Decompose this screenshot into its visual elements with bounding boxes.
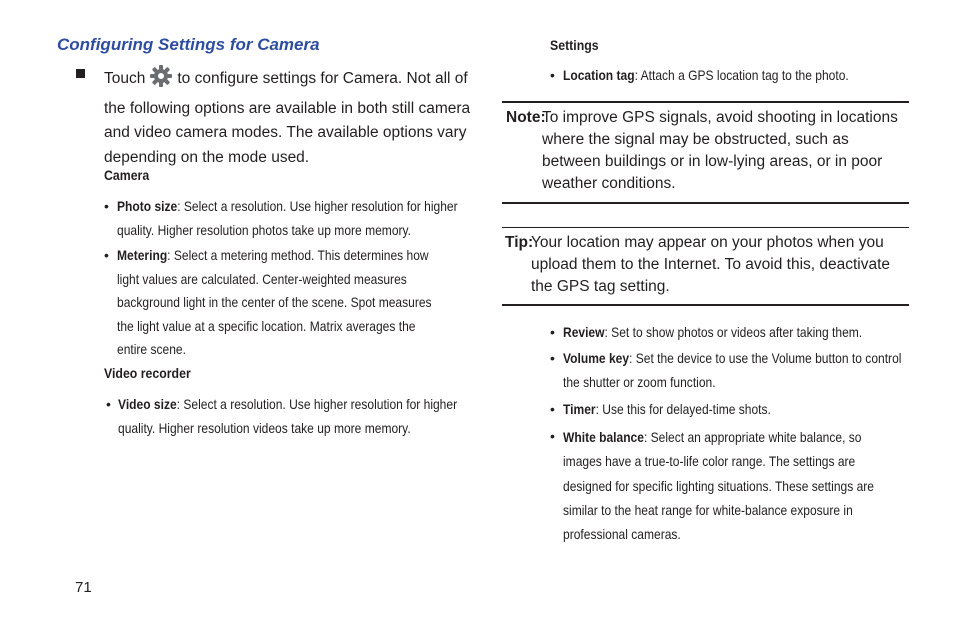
divider	[502, 227, 909, 228]
list-item: Review: Set to show photos or videos after taking them.	[563, 324, 863, 340]
settings-heading: Settings	[550, 37, 599, 53]
video-recorder-heading: Video recorder	[104, 365, 191, 381]
list-item: Volume key: Set the device to use the Volume button to control the shutter or zoom function.	[563, 350, 902, 390]
intro-after-icon: to configure settings for Camera. Not all of the following options are available in both still camera and video camera modes. The available options vary depending on the mode used.	[104, 70, 471, 166]
intro-paragraph	[104, 64, 474, 170]
divider	[502, 304, 909, 306]
note-label: Note:	[506, 109, 546, 126]
bullet-dot: •	[550, 67, 555, 83]
bullet-dot: •	[104, 198, 109, 214]
divider	[502, 202, 909, 204]
bullet-dot: •	[550, 401, 555, 417]
intro-before-icon: Touch	[104, 70, 146, 87]
divider	[502, 101, 909, 103]
list-item: Metering: Select a metering method. This determines how light values are calculated. Center-weighted measures background light in the center of the scene. Spot measures the light value at a specific location. Matrix averages the entire scene.	[117, 247, 432, 357]
square-bullet-icon	[76, 69, 85, 78]
tip-text: Your location may appear on your photos when you upload them to the Internet. To avoid this, deactivate the GPS tag setting.	[531, 234, 891, 295]
page-number: 71	[75, 579, 92, 596]
page-title: Configuring Settings for Camera	[57, 35, 320, 54]
list-item: Photo size: Select a resolution. Use higher resolution for higher quality. Higher resolution photos take up more memory.	[117, 198, 458, 238]
list-item: Timer: Use this for delayed-time shots.	[563, 401, 771, 417]
bullet-dot: •	[104, 247, 109, 263]
bullet-dot: •	[550, 428, 555, 444]
tip-label: Tip:	[505, 234, 534, 251]
gear-icon	[149, 64, 173, 97]
list-item: White balance: Select an appropriate white balance, so images have a true-to-life color range. The settings are designed for specific lighting situations. These settings are similar to the heat range for white-balance exposure in professional cameras.	[563, 429, 874, 543]
note-text: To improve GPS signals, avoid shooting in locations where the signal may be obstructed, such as between buildings or in low-lying areas, or in poor weather conditions.	[542, 109, 898, 192]
list-item: Location tag: Attach a GPS location tag to the photo.	[563, 67, 849, 83]
bullet-dot: •	[550, 350, 555, 366]
camera-heading: Camera	[104, 167, 150, 183]
list-item: Video size: Select a resolution. Use higher resolution for higher quality. Higher resolution videos take up more memory.	[118, 396, 458, 436]
bullet-dot: •	[106, 396, 111, 412]
bullet-dot: •	[550, 324, 555, 340]
